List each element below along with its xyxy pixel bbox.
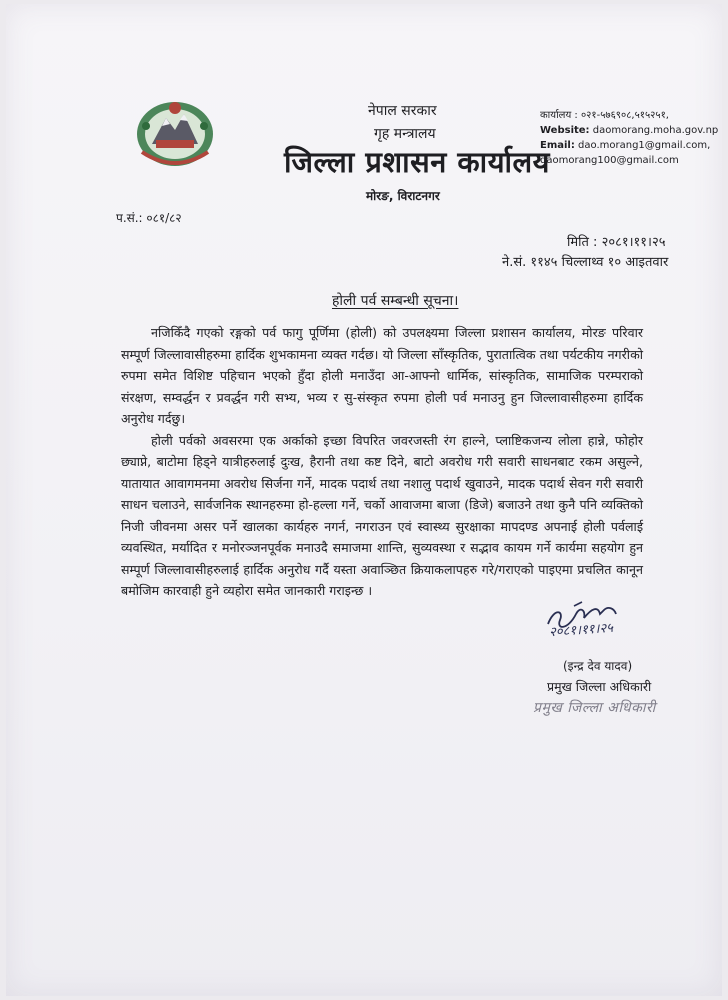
date-nepal-sambat: ने.सं. ११४५ चिल्लाथ्व १० आइतवार	[502, 255, 669, 270]
website: daomorang.moha.gov.np	[592, 125, 719, 136]
signature-date: २०८१।११।२५	[548, 620, 614, 641]
paragraph: नजिकिँदै गएको रङ्गको पर्व फागु पूर्णिमा (होली) को उपलक्ष्यमा जिल्ला प्रशासन कार्यालय, मोरङ परिवार सम्पूर्ण जिल्लावासीहरुमा हार्दिक शुभकामना व्यक्त गर्दछ। यो जिल्ला साँस्कृतिक, पुरातात्विक तथा पर्यटकीय नगरीको रुपमा समेत विशिष्ट पहिचान भएको हुँदा होली मनाउँदा आ-आफ्नो धार्मिक, सांस्कृतिक, सामाजिक परम्पराको संरक्षण, सम्वर्द्धन र प्रवर्द्धन गरी सभ्य, भव्य र सु-संस्कृत रुपमा होली पर्व मनाउनु हुन जिल्लावासीहरुमा हार्दिक अनुरोध गर्दछु।	[121, 325, 643, 426]
email-secondary: daomorang100@gmail.com	[540, 155, 679, 166]
ministry-name: गृह मन्त्रालय	[374, 126, 436, 142]
office-phone: ०२१-५७६९०८,५१५२५१,	[580, 110, 669, 121]
date-bikram-sambat: मिति : २०८१।११।२५	[567, 235, 666, 250]
reference-number: प.सं.: ०८१/८२	[116, 211, 182, 225]
paragraph: होली पर्वको अवसरमा एक अर्काको इच्छा विपरित जवरजस्ती रंग हाल्ने, प्लाष्टिकजन्य लोला हान्ने, फोहोर छ्याप्ने, बाटोमा हिड्ने यात्रीहरुलाई दुःख, हैरानी तथा कष्ट दिने, बाटो अवरोध गरी सवारी साधनबाट रकम असुल्ने, यातायात आवागमनमा अवरोध सिर्जना गर्ने, मादक पदार्थ तथा नशालु पदार्थ खुवाउने, मादक पदार्थ सेवन गरी सवारी साधन चलाउने, सार्वजनिक स्थानहरुमा हो-हल्ला गर्ने, चर्को आवाजमा बाजा (डिजे) बजाउने तथा कुनै पनि व्यक्तिको निजी जीवनमा असर पर्ने खालका कार्यहरु नगर्न, नगराउन एवं स्वास्थ्य सुरक्षाका मापदण्ड अपनाई होली पर्वलाई व्यवस्थित, मर्यादित र मनोरञ्जनपूर्वक मनाउदै समाजमा शान्ति, सुव्यवस्था र सद्भाव कायम गर्ने कार्यमा सहयोग हुन सम्पूर्ण जिल्लावासीहरुलाई हार्दिक अनुरोध गर्दै यस्ता अवाञ्छित क्रियाकलापहरु गरे/गराएको पाइएमा प्रचलित कानून बमोजिम कारवाही हुने व्यहोरा समेत जानकारी गराइन्छ ।	[121, 432, 643, 598]
notice-page	[6, 4, 722, 996]
website-label: Website:	[540, 125, 590, 136]
signatory-title: प्रमुख जिल्ला अधिकारी	[547, 679, 652, 694]
notice-body	[121, 322, 643, 602]
office-title: जिल्ला प्रशासन कार्यालय	[284, 145, 551, 179]
email-line	[540, 138, 718, 153]
email-primary: dao.morang1@gmail.com,	[578, 140, 711, 151]
nepal-emblem-icon	[132, 96, 218, 170]
official-stamp: प्रमुख जिल्ला अधिकारी	[533, 700, 656, 716]
office-location: मोरङ, विराटनगर	[366, 189, 440, 203]
notice-subject: होली पर्व सम्बन्धी सूचना।	[332, 293, 459, 309]
signatory-name: (इन्द्र देव यादव)	[563, 659, 633, 673]
website-line	[540, 123, 718, 138]
email-label: Email:	[540, 140, 575, 151]
office-phone-label: कार्यालय :	[540, 110, 578, 121]
contact-block	[540, 108, 718, 168]
office-phone-line	[540, 108, 718, 123]
government-name: नेपाल सरकार	[368, 103, 437, 119]
